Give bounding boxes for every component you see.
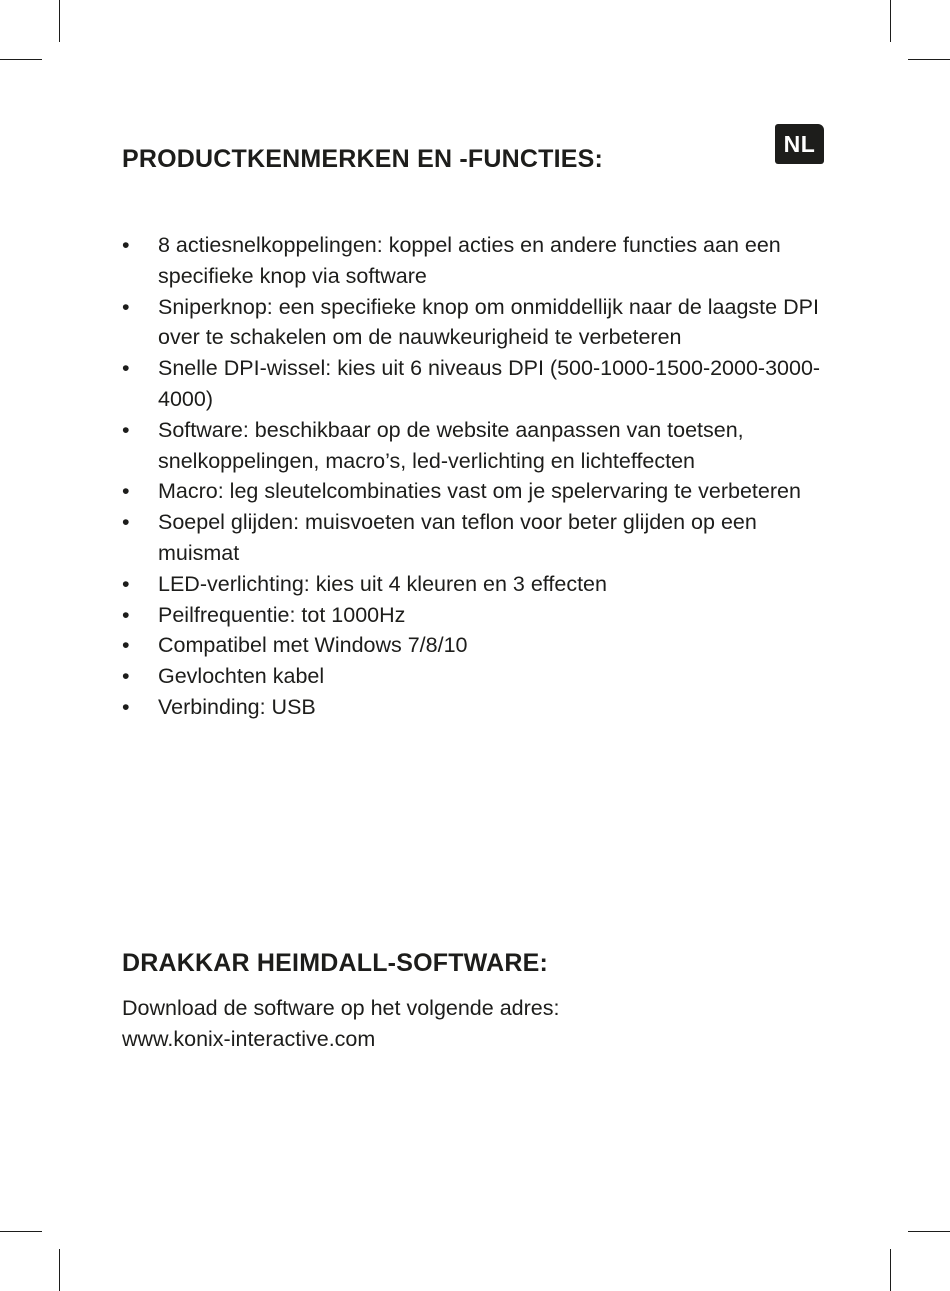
list-item-text: Soepel glijden: muisvoeten van teflon voor beter glijden op een muismat — [158, 510, 757, 565]
list-item — [122, 230, 832, 292]
list-item — [122, 661, 832, 692]
list-item-text: 8 actiesnelkoppelingen: koppel acties en andere functies aan een specifieke knop via software — [158, 233, 781, 288]
bullet-icon: • — [122, 602, 130, 627]
crop-mark-bottom-left-horizontal — [0, 1231, 42, 1232]
list-item — [122, 292, 832, 354]
software-url: www.konix-interactive.com — [122, 1026, 376, 1051]
crop-mark-bottom-left-vertical — [59, 1249, 60, 1291]
bullet-icon: • — [122, 510, 130, 535]
list-item-text: Peilfrequentie: tot 1000Hz — [158, 602, 406, 627]
bullet-icon: • — [122, 479, 130, 504]
list-item-text: LED-verlichting: kies uit 4 kleuren en 3 effecten — [158, 571, 607, 596]
bullet-icon: • — [122, 664, 130, 689]
software-paragraph — [122, 993, 559, 1055]
list-item — [122, 692, 832, 723]
crop-mark-bottom-right-vertical — [890, 1249, 891, 1291]
list-item — [122, 353, 832, 415]
crop-mark-top-left-horizontal — [0, 59, 42, 60]
software-download-text: Download de software op het volgende adres: — [122, 996, 560, 1020]
features-heading: PRODUCTKENMERKEN EN -FUNCTIES: — [122, 145, 603, 173]
crop-mark-bottom-right-horizontal — [908, 1231, 950, 1232]
bullet-icon: • — [122, 294, 130, 319]
list-item — [122, 569, 832, 600]
language-badge: NL — [775, 124, 824, 164]
list-item — [122, 415, 832, 477]
list-item — [122, 476, 832, 507]
list-item — [122, 507, 832, 569]
list-item-text: Macro: leg sleutelcombinaties vast om je spelervaring te verbeteren — [158, 479, 801, 504]
list-item — [122, 630, 832, 661]
bullet-icon: • — [122, 633, 130, 658]
crop-mark-top-right-horizontal — [908, 59, 950, 60]
bullet-icon: • — [122, 233, 130, 257]
list-item-text: Software: beschikbaar op de website aanpassen van toetsen, snelkoppelingen, macro’s, led-verlichting en lichteffecten — [158, 417, 744, 473]
list-item-text: Snelle DPI-wissel: kies uit 6 niveaus DPI (500-1000-1500-2000-3000-4000) — [158, 356, 821, 411]
list-item-text: Gevlochten kabel — [158, 664, 325, 689]
bullet-icon: • — [122, 356, 130, 381]
feature-list — [122, 230, 832, 723]
bullet-icon: • — [122, 694, 130, 719]
bullet-icon: • — [122, 417, 130, 442]
list-item-text: Compatibel met Windows 7/8/10 — [158, 633, 468, 658]
list-item-text: Sniperknop: een specifieke knop om onmiddellijk naar de laagste DPI over te schakelen om de nauwkeurigheid te verbeteren — [158, 294, 819, 350]
list-item-text: Verbinding: USB — [158, 694, 316, 719]
crop-mark-top-left-vertical — [59, 0, 60, 42]
software-heading: DRAKKAR HEIMDALL-SOFTWARE: — [122, 949, 548, 977]
list-item — [122, 600, 832, 631]
crop-mark-top-right-vertical — [890, 0, 891, 42]
bullet-icon: • — [122, 571, 130, 596]
